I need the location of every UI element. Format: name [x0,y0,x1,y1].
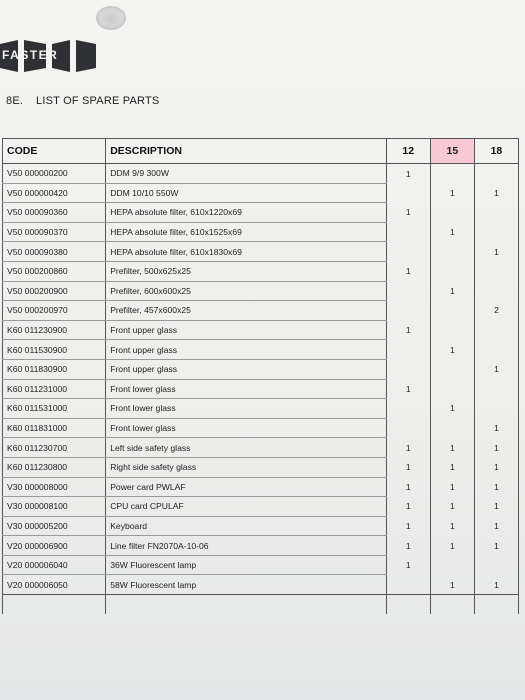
part-description: Line filter FN2070A-10-06 [106,536,387,556]
qty-size-18: 1 [474,457,518,477]
qty-size-18 [474,340,518,360]
qty-size-12: 1 [386,379,430,399]
qty-size-15 [430,164,474,184]
qty-size-18 [474,222,518,242]
qty-size-15 [430,320,474,340]
binder-hole [96,6,126,30]
table-row [3,497,519,517]
qty-size-18 [474,399,518,419]
empty-cell [474,595,518,614]
part-description: Power card PWLAF [106,477,387,497]
part-code: K60 011230700 [3,438,106,458]
part-code: K60 011231000 [3,379,106,399]
part-code: K60 011530900 [3,340,106,360]
table-row [3,536,519,556]
header-size-15: 15 [430,139,474,164]
part-code: V50 000200900 [3,281,106,301]
table-row [3,203,519,223]
qty-size-12: 1 [386,457,430,477]
part-description: Front lower glass [106,418,387,438]
table-row [3,555,519,575]
part-description: DDM 9/9 300W [106,164,387,184]
qty-size-18: 1 [474,497,518,517]
qty-size-12: 1 [386,320,430,340]
table-body [3,164,519,614]
qty-size-12: 1 [386,164,430,184]
part-description: Keyboard [106,516,387,536]
table-row [3,399,519,419]
qty-size-12 [386,222,430,242]
part-description: Front lower glass [106,399,387,419]
section-heading [6,95,159,107]
section-number: 8E. [6,95,24,107]
part-description: CPU card CPULAF [106,497,387,517]
qty-size-18 [474,164,518,184]
qty-size-18: 1 [474,438,518,458]
table-row [3,477,519,497]
qty-size-18: 1 [474,477,518,497]
qty-size-18 [474,261,518,281]
qty-size-15: 1 [430,281,474,301]
part-description: Right side safety glass [106,457,387,477]
part-code: V20 000006050 [3,575,106,595]
qty-size-18: 1 [474,359,518,379]
qty-size-12 [386,242,430,262]
part-description: Prefilter, 457x600x25 [106,301,387,321]
qty-size-15: 1 [430,497,474,517]
qty-size-12: 1 [386,261,430,281]
qty-size-18: 1 [474,242,518,262]
part-description: Prefilter, 500x625x25 [106,261,387,281]
qty-size-12 [386,359,430,379]
qty-size-18 [474,555,518,575]
empty-cell [386,595,430,614]
table-row [3,516,519,536]
qty-size-15 [430,555,474,575]
qty-size-12 [386,301,430,321]
table-row [3,261,519,281]
qty-size-12: 1 [386,438,430,458]
qty-size-15: 1 [430,516,474,536]
table-row [3,359,519,379]
part-code: V20 000006040 [3,555,106,575]
qty-size-18: 1 [474,575,518,595]
empty-cell [3,595,106,614]
table-row [3,222,519,242]
qty-size-18 [474,320,518,340]
qty-size-15 [430,359,474,379]
qty-size-15: 1 [430,340,474,360]
part-code: V50 000200860 [3,261,106,281]
qty-size-15 [430,418,474,438]
faster-logo [0,38,100,76]
header-size-18: 18 [474,139,518,164]
table-row [3,457,519,477]
part-code: V50 000090360 [3,203,106,223]
qty-size-18: 1 [474,536,518,556]
part-code: V30 000005200 [3,516,106,536]
table-header-row [3,139,519,164]
part-code: K60 011831000 [3,418,106,438]
table-row [3,183,519,203]
qty-size-12 [386,418,430,438]
section-title: LIST OF SPARE PARTS [36,95,160,107]
qty-size-12 [386,399,430,419]
qty-size-15: 1 [430,477,474,497]
part-description: HEPA absolute filter, 610x1220x69 [106,203,387,223]
part-description: DDM 10/10 550W [106,183,387,203]
qty-size-15: 1 [430,183,474,203]
part-description: Front upper glass [106,359,387,379]
table-row [3,379,519,399]
part-description: 58W Fluorescent lamp [106,575,387,595]
qty-size-12 [386,575,430,595]
part-code: V50 000090380 [3,242,106,262]
part-code: V50 000000420 [3,183,106,203]
empty-cell [106,595,387,614]
header-size-12: 12 [386,139,430,164]
qty-size-15 [430,242,474,262]
header-description: DESCRIPTION [106,139,387,164]
qty-size-12 [386,183,430,203]
qty-size-18: 1 [474,516,518,536]
part-code: V20 000006900 [3,536,106,556]
table-row [3,320,519,340]
part-description: Prefilter, 600x600x25 [106,281,387,301]
qty-size-12: 1 [386,516,430,536]
qty-size-18: 2 [474,301,518,321]
qty-size-15 [430,379,474,399]
qty-size-18 [474,281,518,301]
empty-cell [430,595,474,614]
part-code: V50 000200970 [3,301,106,321]
qty-size-15: 1 [430,222,474,242]
part-code: K60 011531000 [3,399,106,419]
qty-size-12: 1 [386,477,430,497]
part-code: V50 000090370 [3,222,106,242]
part-description: Front lower glass [106,379,387,399]
table-row [3,164,519,184]
table-row [3,340,519,360]
part-code: K60 011830900 [3,359,106,379]
qty-size-12: 1 [386,536,430,556]
qty-size-18: 1 [474,183,518,203]
qty-size-15 [430,203,474,223]
qty-size-15 [430,301,474,321]
qty-size-18 [474,379,518,399]
part-code: K60 011230900 [3,320,106,340]
part-code: V30 000008100 [3,497,106,517]
part-code: K60 011230800 [3,457,106,477]
qty-size-15: 1 [430,438,474,458]
qty-size-15 [430,261,474,281]
table-row [3,575,519,595]
qty-size-12 [386,340,430,360]
table-row [3,242,519,262]
spare-parts-table [2,138,519,614]
qty-size-12: 1 [386,555,430,575]
part-code: V30 000008000 [3,477,106,497]
qty-size-18 [474,203,518,223]
qty-size-15: 1 [430,536,474,556]
qty-size-12: 1 [386,497,430,517]
part-description: Front upper glass [106,340,387,360]
part-description: HEPA absolute filter, 610x1525x69 [106,222,387,242]
qty-size-15: 1 [430,399,474,419]
qty-size-15: 1 [430,575,474,595]
table-row [3,438,519,458]
part-description: 36W Fluorescent lamp [106,555,387,575]
qty-size-18: 1 [474,418,518,438]
table-row [3,301,519,321]
part-code: V50 000000200 [3,164,106,184]
empty-row [3,595,519,614]
qty-size-15: 1 [430,457,474,477]
svg-text:FASTER: FASTER [2,48,59,62]
part-description: Left side safety glass [106,438,387,458]
qty-size-12 [386,281,430,301]
part-description: HEPA absolute filter, 610x1830x69 [106,242,387,262]
qty-size-12: 1 [386,203,430,223]
table-row [3,281,519,301]
part-description: Front upper glass [106,320,387,340]
table-row [3,418,519,438]
header-code: CODE [3,139,106,164]
